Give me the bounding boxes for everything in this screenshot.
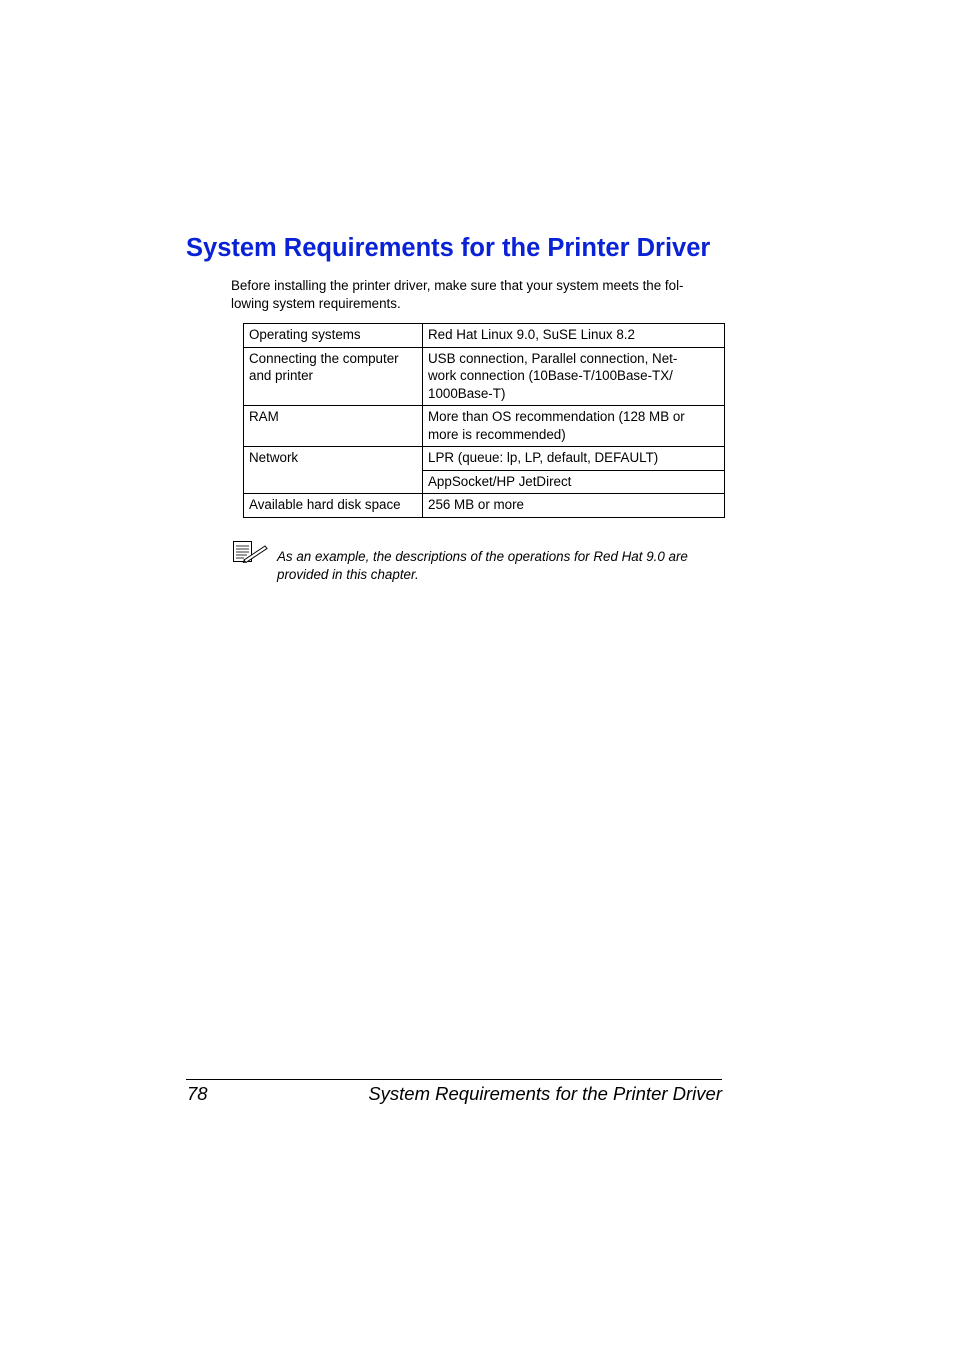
row-value-text: more is recommended) — [428, 426, 566, 442]
row-value-text: Red Hat Linux 9.0, SuSE Linux 8.2 — [428, 327, 635, 342]
intro-line: Before installing the printer driver, make sure that your system meets the fol- — [231, 278, 684, 293]
row-value — [423, 347, 725, 406]
row-value — [423, 470, 725, 494]
row-value-text: AppSocket/HP JetDirect — [428, 473, 572, 489]
note-pencil-icon — [232, 540, 268, 564]
table-row-ram — [244, 406, 725, 447]
row-value-text: LPR (queue: lp, LP, default, DEFAULT) — [428, 450, 659, 465]
note-text — [277, 548, 727, 583]
row-value — [423, 406, 725, 447]
row-value-text: work connection (10Base-T/100Base-TX/ — [428, 368, 673, 383]
row-label — [244, 347, 423, 406]
row-label-text: Connecting the computer — [249, 350, 399, 366]
table-row-connecting — [244, 347, 725, 406]
row-label — [244, 406, 423, 447]
requirements-table — [243, 323, 725, 518]
footer-section-title: System Requirements for the Printer Driver — [368, 1083, 722, 1104]
row-value — [423, 447, 725, 471]
row-value-text: More than OS recommendation (128 MB or — [428, 409, 685, 424]
intro-line: lowing system requirements. — [231, 295, 401, 311]
row-value-text: USB connection, Parallel connection, Net- — [428, 350, 678, 366]
row-value — [423, 324, 725, 348]
row-label-text: RAM — [249, 409, 279, 424]
row-label — [244, 447, 423, 494]
intro-paragraph — [231, 277, 727, 312]
footer-divider — [186, 1079, 722, 1080]
footer-page-number: 78 — [187, 1083, 208, 1104]
row-label — [244, 324, 423, 348]
note-line: provided in this chapter. — [277, 566, 419, 582]
table-row-operating-systems — [244, 324, 725, 348]
row-value — [423, 494, 725, 518]
row-label-text: Available hard disk space — [249, 497, 401, 512]
table-row-disk-space — [244, 494, 725, 518]
row-label-text: Operating systems — [249, 327, 361, 342]
row-value-text: 1000Base-T) — [428, 385, 506, 401]
table-row-network — [244, 447, 725, 471]
note-line: As an example, the descriptions of the operations for Red Hat 9.0 are — [277, 549, 688, 564]
row-label-text: Network — [249, 450, 299, 465]
row-value-text: 256 MB or more — [428, 497, 525, 512]
row-label — [244, 494, 423, 518]
row-label-text: and printer — [249, 368, 314, 383]
page-title: System Requirements for the Printer Driver — [186, 234, 711, 262]
